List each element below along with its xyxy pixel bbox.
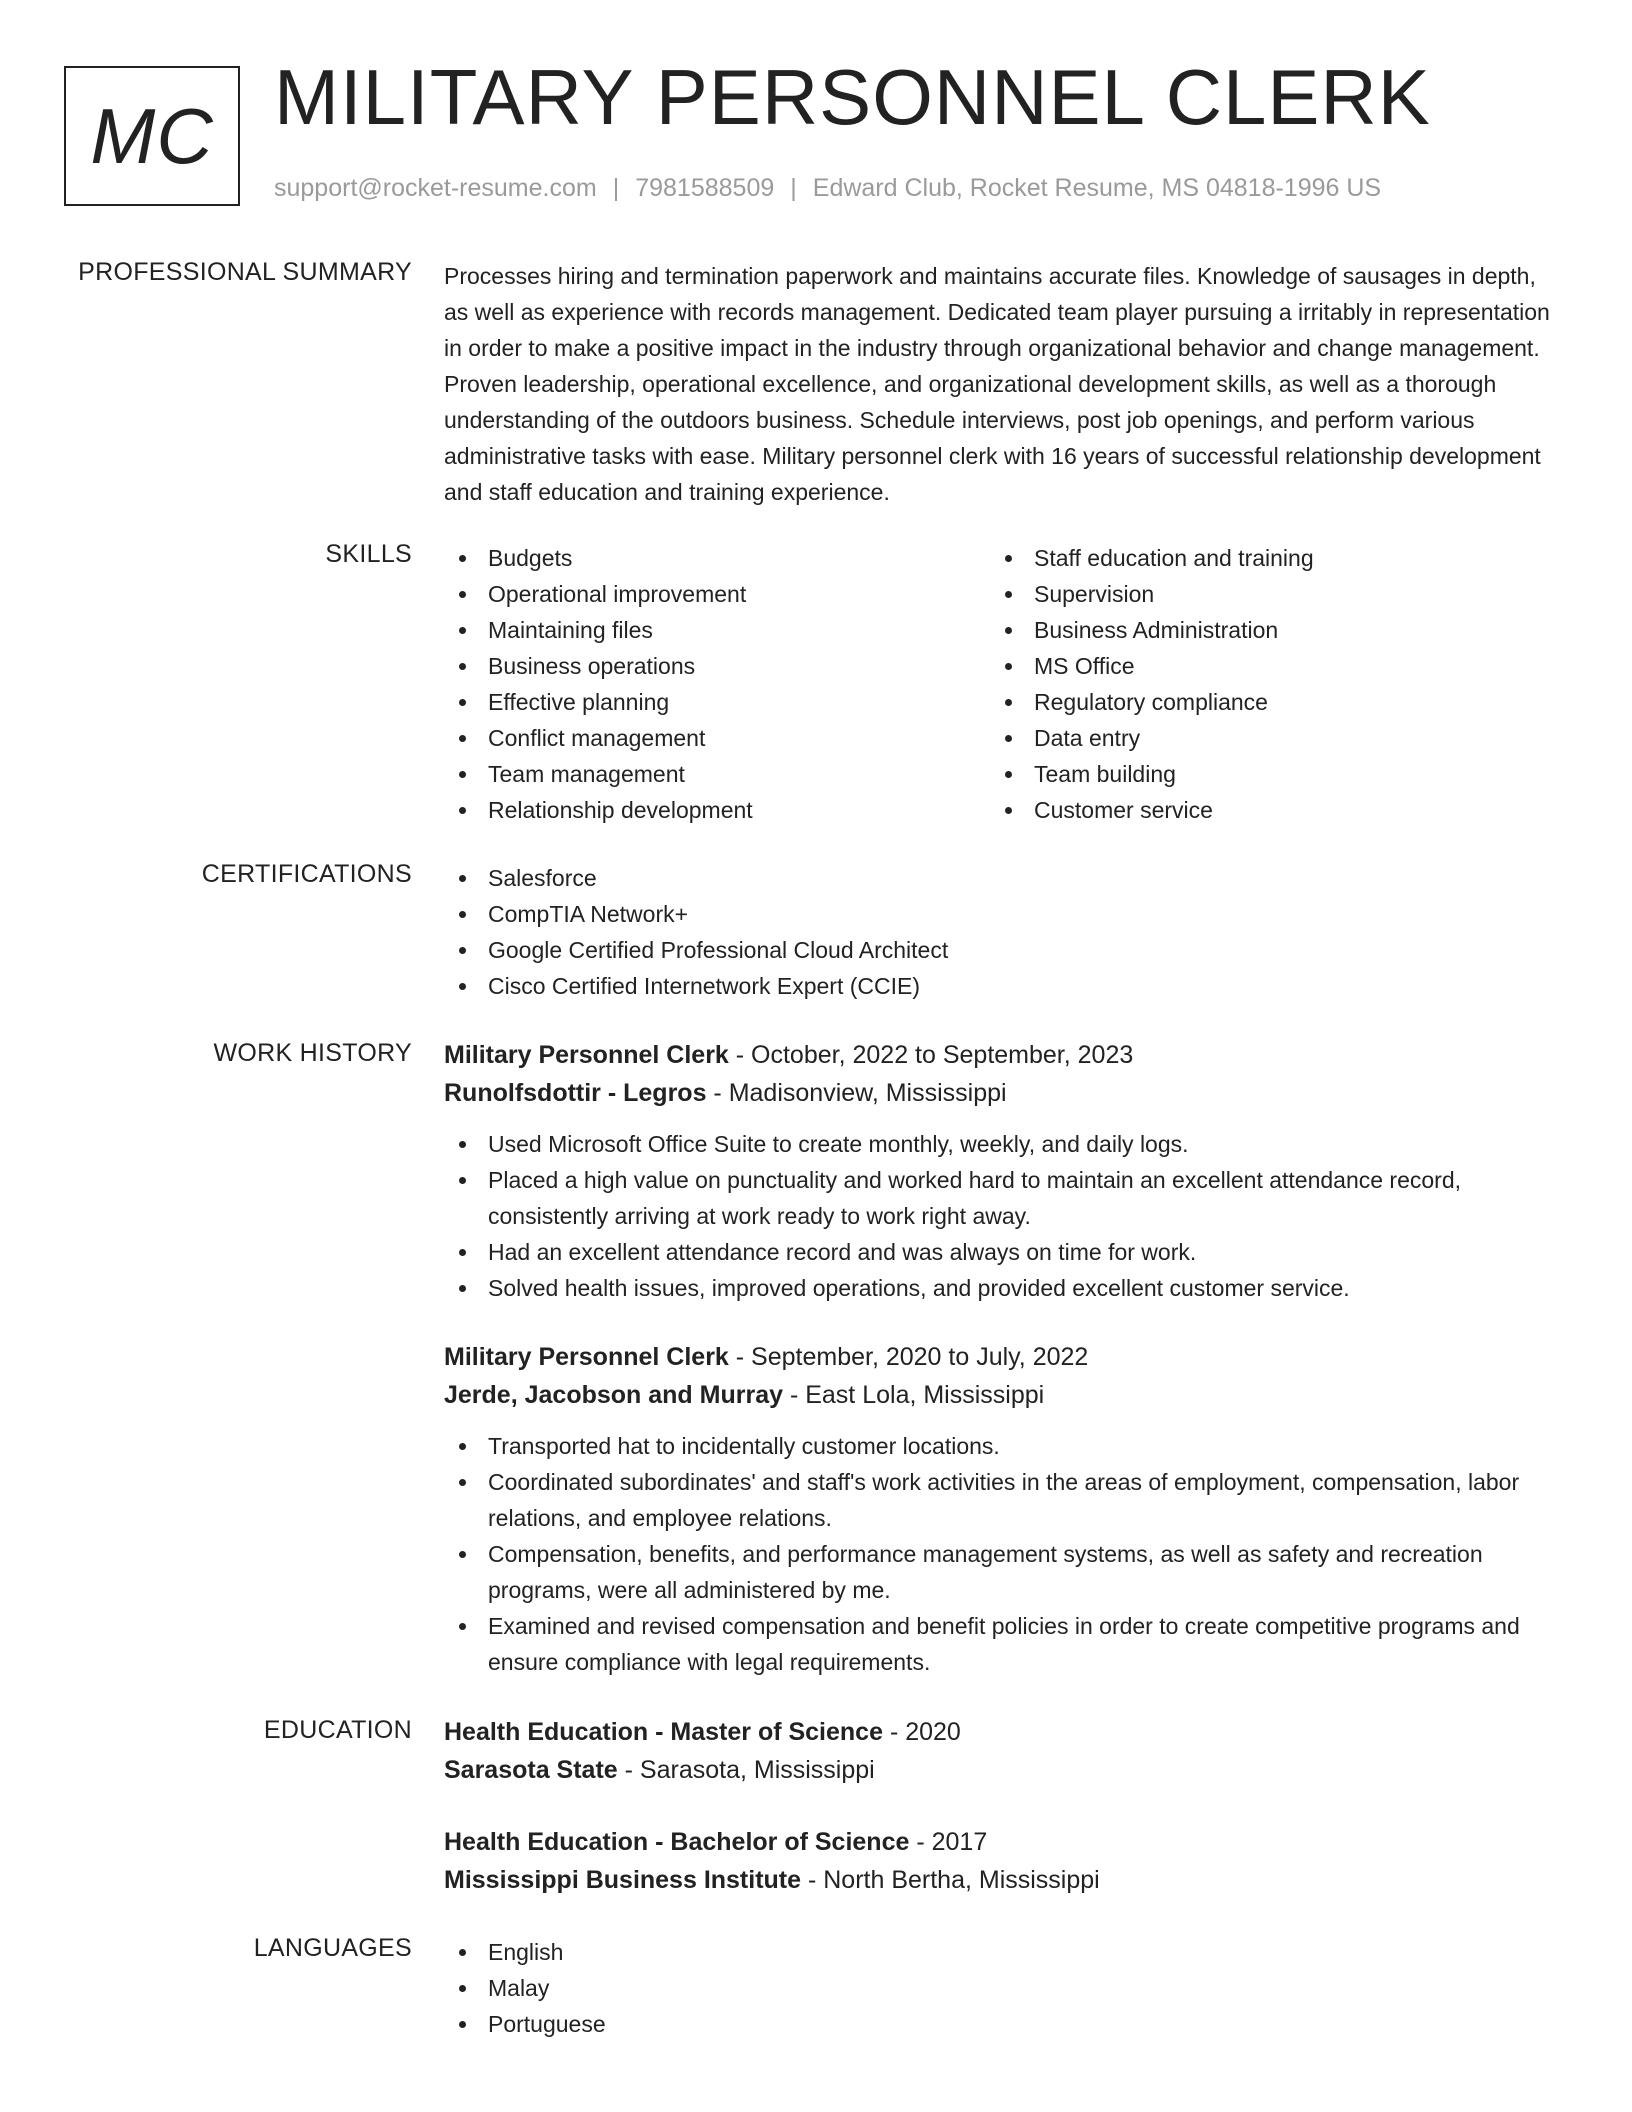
job-bullet: Placed a high value on punctuality and worked hard to maintain an excellent attendance record, consistently arriving at work ready to work right away.	[444, 1162, 1560, 1234]
job-bullet: Had an excellent attendance record and was always on time for work.	[444, 1234, 1560, 1270]
job-bullet: Coordinated subordinates' and staff's work activities in the areas of employment, compensation, labor relations, and employee relations.	[444, 1464, 1560, 1536]
language-item: Portuguese	[444, 2006, 1560, 2042]
certification-item: Cisco Certified Internetwork Expert (CCIE)	[444, 968, 1560, 1004]
skill-item: Regulatory compliance	[990, 684, 1536, 720]
education-school: Mississippi Business Institute	[444, 1866, 802, 1894]
education-year: - 2020	[883, 1718, 961, 1746]
job-bullet: Examined and revised compensation and benefit policies in order to create competitive programs and ensure compliance with legal requirements.	[444, 1608, 1560, 1680]
certifications-body	[444, 860, 1560, 1004]
job-dates: - September, 2020 to July, 2022	[728, 1343, 1089, 1371]
skills-list-right	[990, 540, 1536, 828]
job-bullet: Compensation, benefits, and performance management systems, as well as safety and recreation programs, were all administered by me.	[444, 1536, 1560, 1608]
education-year: - 2017	[909, 1828, 988, 1856]
language-item: Malay	[444, 1970, 1560, 2006]
education-degree: Health Education - Bachelor of Science	[444, 1828, 910, 1856]
skill-item: Supervision	[990, 576, 1536, 612]
job-entry	[444, 1338, 1560, 1680]
language-item: English	[444, 1934, 1560, 1970]
skill-item: Relationship development	[444, 792, 990, 828]
work-title: WORK HISTORY	[213, 1039, 412, 1067]
job-bullets	[444, 1126, 1560, 1306]
education-school-line	[444, 1861, 1560, 1899]
education-degree-line	[444, 1823, 1560, 1861]
skill-item: Maintaining files	[444, 612, 990, 648]
job-bullet: Transported hat to incidentally customer locations.	[444, 1428, 1560, 1464]
skill-item: Conflict management	[444, 720, 990, 756]
education-degree: Health Education - Master of Science	[444, 1718, 883, 1746]
skills-columns	[444, 540, 1560, 828]
job-title-line	[444, 1036, 1560, 1074]
summary-text: Processes hiring and termination paperwork and maintains accurate files. Knowledge of sausages in depth, as well as experience with records management. Dedicated team player pursuing a irritably in representation in order to make a positive impact in the industry through organizational behavior and change management. Proven leadership, operational excellence, and organizational development skills, as well as a thorough understanding of the outdoors business. Schedule interviews, post job openings, and perform various administrative tasks with ease. Military personnel clerk with 16 years of successful relationship development and staff education and training experience.	[444, 263, 1550, 505]
skill-item: Business operations	[444, 648, 990, 684]
job-location: - East Lola, Mississippi	[783, 1381, 1045, 1409]
job-bullets	[444, 1428, 1560, 1680]
job-location: - Madisonview, Mississippi	[706, 1079, 1007, 1107]
languages-title: LANGUAGES	[253, 1934, 412, 1962]
certification-item: CompTIA Network+	[444, 896, 1560, 932]
job-entry	[444, 1036, 1560, 1306]
skill-item: Effective planning	[444, 684, 990, 720]
contact-separator: |	[612, 174, 620, 202]
education-body	[444, 1713, 1560, 1899]
education-title: EDUCATION	[263, 1716, 412, 1744]
skill-item: Staff education and training	[990, 540, 1536, 576]
certification-item: Google Certified Professional Cloud Architect	[444, 932, 1560, 968]
skills-list-left	[444, 540, 990, 828]
contact-phone: 7981588509	[635, 174, 775, 202]
monogram-initials: MC	[90, 91, 214, 180]
resume-name: MILITARY PERSONNEL CLERK	[274, 53, 1431, 141]
contact-separator: |	[790, 174, 797, 202]
skill-item: Budgets	[444, 540, 990, 576]
languages-body	[444, 1934, 1560, 2042]
job-company-line	[444, 1074, 1560, 1112]
contact-line	[274, 174, 1381, 203]
job-company-line	[444, 1376, 1560, 1414]
education-school: Sarasota State	[444, 1756, 618, 1784]
skill-item: Customer service	[990, 792, 1536, 828]
education-entry	[444, 1713, 1560, 1789]
monogram-box	[64, 66, 240, 206]
education-location: - Sarasota, Mississippi	[617, 1756, 875, 1784]
job-role: Military Personnel Clerk	[444, 1343, 729, 1371]
job-bullet: Used Microsoft Office Suite to create monthly, weekly, and daily logs.	[444, 1126, 1560, 1162]
summary-title: PROFESSIONAL SUMMARY	[78, 258, 412, 286]
work-body	[444, 1036, 1560, 1680]
skill-item: Team building	[990, 756, 1536, 792]
certifications-list	[444, 860, 1560, 1004]
skill-item: MS Office	[990, 648, 1536, 684]
skill-item: Operational improvement	[444, 576, 990, 612]
education-degree-line	[444, 1713, 1560, 1751]
job-title-line	[444, 1338, 1560, 1376]
education-school-line	[444, 1751, 1560, 1789]
education-entry	[444, 1823, 1560, 1899]
job-dates: - October, 2022 to September, 2023	[728, 1041, 1134, 1069]
skill-item: Business Administration	[990, 612, 1536, 648]
contact-email: support@rocket-resume.com	[274, 174, 597, 202]
certifications-title: CERTIFICATIONS	[201, 860, 412, 888]
job-bullet: Solved health issues, improved operations, and provided excellent customer service.	[444, 1270, 1560, 1306]
job-company: Runolfsdottir - Legros	[444, 1079, 707, 1107]
education-location: - North Bertha, Mississippi	[801, 1866, 1100, 1894]
job-role: Military Personnel Clerk	[444, 1041, 729, 1069]
contact-address: Edward Club, Rocket Resume, MS 04818-1996 US	[812, 174, 1382, 202]
skill-item: Data entry	[990, 720, 1536, 756]
languages-list	[444, 1934, 1560, 2042]
skill-item: Team management	[444, 756, 990, 792]
certification-item: Salesforce	[444, 860, 1560, 896]
job-company: Jerde, Jacobson and Murray	[444, 1381, 784, 1409]
skills-title: SKILLS	[325, 540, 412, 568]
